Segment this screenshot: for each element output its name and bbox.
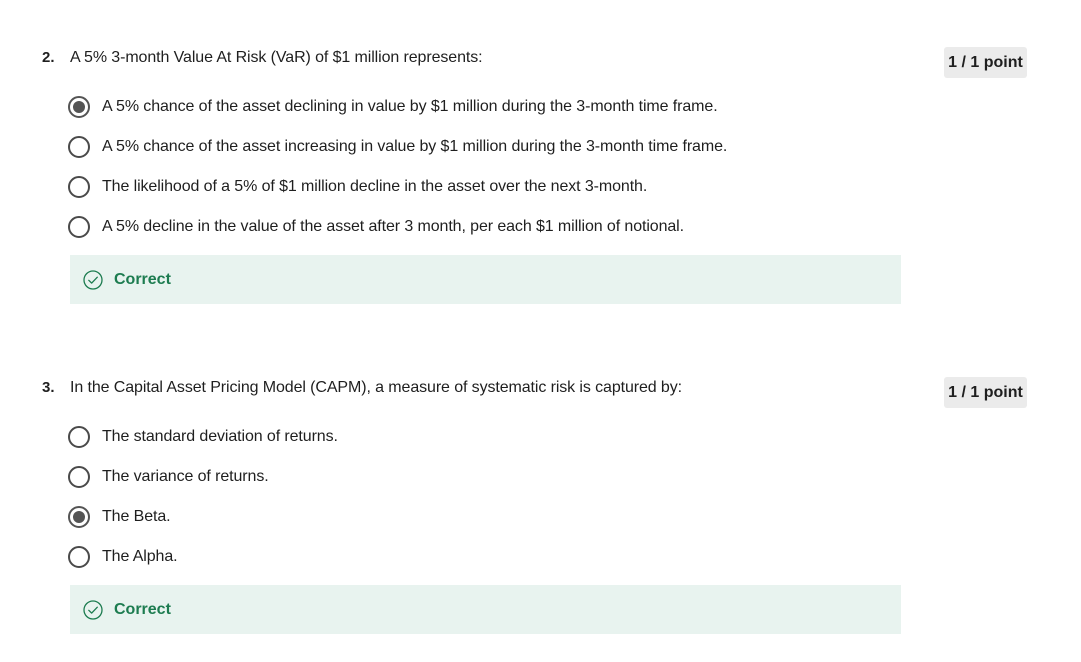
question-text: In the Capital Asset Pricing Model (CAPM), a measure of systematic risk is captured by:	[70, 379, 682, 396]
answer-option-label: A 5% chance of the asset increasing in value by $1 million during the 3-month time frame.	[102, 138, 728, 155]
question-text: A 5% 3-month Value At Risk (VaR) of $1 million represents:	[70, 49, 483, 66]
answer-option-label: A 5% chance of the asset declining in value by $1 million during the 3-month time frame.	[102, 98, 718, 115]
answer-option-label: The variance of returns.	[102, 468, 269, 485]
radio-checked-icon[interactable]	[68, 506, 90, 528]
feedback-correct	[70, 255, 901, 304]
feedback-correct	[70, 585, 901, 634]
radio-checked-icon[interactable]	[68, 96, 90, 118]
answer-option[interactable]	[68, 96, 727, 118]
answer-option[interactable]	[68, 546, 338, 568]
answer-options	[68, 426, 338, 586]
feedback-text: Correct	[114, 600, 171, 618]
radio-unchecked-icon[interactable]	[68, 176, 90, 198]
answer-option-label: The Alpha.	[102, 548, 178, 565]
answer-option[interactable]	[68, 466, 338, 488]
radio-unchecked-icon[interactable]	[68, 426, 90, 448]
answer-option-label: A 5% decline in the value of the asset after 3 month, per each $1 million of notional.	[102, 218, 684, 235]
answer-option[interactable]	[68, 136, 727, 158]
radio-unchecked-icon[interactable]	[68, 546, 90, 568]
check-circle-icon	[83, 270, 103, 290]
question-number: 2.	[42, 49, 55, 66]
radio-unchecked-icon[interactable]	[68, 216, 90, 238]
answer-option-label: The likelihood of a 5% of $1 million decline in the asset over the next 3-month.	[102, 178, 648, 195]
points-badge: 1 / 1 point	[944, 377, 1027, 408]
answer-option[interactable]	[68, 176, 727, 198]
radio-unchecked-icon[interactable]	[68, 466, 90, 488]
answer-option[interactable]	[68, 506, 338, 528]
check-circle-icon	[83, 600, 103, 620]
answer-option[interactable]	[68, 426, 338, 448]
answer-option[interactable]	[68, 216, 727, 238]
answer-option-label: The Beta.	[102, 508, 171, 525]
radio-unchecked-icon[interactable]	[68, 136, 90, 158]
points-badge: 1 / 1 point	[944, 47, 1027, 78]
answer-option-label: The standard deviation of returns.	[102, 428, 338, 445]
feedback-text: Correct	[114, 270, 171, 288]
answer-options	[68, 96, 727, 256]
question-number: 3.	[42, 379, 55, 396]
